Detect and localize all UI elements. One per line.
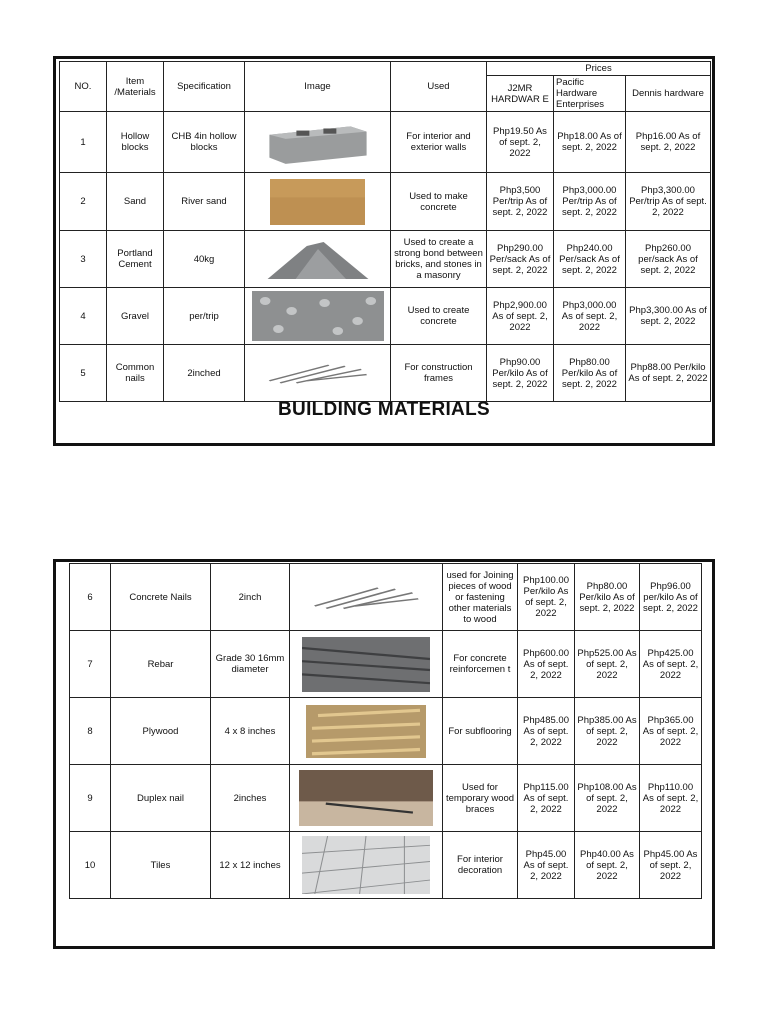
cell-price-dennis: Php260.00 per/sack As of sept. 2, 2022 bbox=[626, 231, 711, 288]
table-row bbox=[70, 564, 702, 631]
cell-item: Portland Cement bbox=[107, 231, 164, 288]
cell-item: Rebar bbox=[111, 631, 211, 698]
cell-used: For interior and exterior walls bbox=[391, 112, 487, 173]
header-prices: Prices bbox=[487, 62, 711, 76]
cell-used: used for Joining pieces of wood or fastening other materials to wood bbox=[443, 564, 518, 631]
cell-image bbox=[290, 631, 443, 698]
cell-price-j2mr: Php600.00 As of sept. 2, 2022 bbox=[518, 631, 575, 698]
header-store-pacific: Pacific Hardware Enterprises bbox=[554, 76, 626, 112]
header-item: Item /Materials bbox=[107, 62, 164, 112]
concrete-nails-image bbox=[292, 582, 440, 612]
cell-used: For construction frames bbox=[391, 345, 487, 402]
table-row bbox=[60, 288, 711, 345]
cell-image bbox=[245, 173, 391, 231]
cell-no: 2 bbox=[60, 173, 107, 231]
cell-spec: per/trip bbox=[164, 288, 245, 345]
cell-price-pacific: Php40.00 As of sept. 2, 2022 bbox=[575, 832, 640, 899]
sand-image bbox=[247, 179, 388, 225]
cell-no: 10 bbox=[70, 832, 111, 899]
table-row bbox=[60, 112, 711, 173]
cell-used: For concrete reinforcemen t bbox=[443, 631, 518, 698]
cell-price-dennis: Php96.00 per/kilo As of sept. 2, 2022 bbox=[640, 564, 702, 631]
cell-image bbox=[290, 698, 443, 765]
materials-table-1 bbox=[59, 61, 711, 402]
cell-price-dennis: Php425.00 As of sept. 2, 2022 bbox=[640, 631, 702, 698]
cell-spec: 40kg bbox=[164, 231, 245, 288]
cell-used: For interior decoration bbox=[443, 832, 518, 899]
cell-no: 1 bbox=[60, 112, 107, 173]
nails-image bbox=[247, 360, 388, 386]
cell-price-dennis: Php88.00 Per/kilo As of sept. 2, 2022 bbox=[626, 345, 711, 402]
header-image: Image bbox=[245, 62, 391, 112]
document-page-2 bbox=[53, 559, 715, 949]
cell-price-dennis: Php365.00 As of sept. 2, 2022 bbox=[640, 698, 702, 765]
cell-price-pacific: Php385.00 As of sept. 2, 2022 bbox=[575, 698, 640, 765]
cell-spec: 12 x 12 inches bbox=[211, 832, 290, 899]
cell-spec: River sand bbox=[164, 173, 245, 231]
document-page-1 bbox=[53, 56, 715, 446]
cell-price-j2mr: Php115.00 As of sept. 2, 2022 bbox=[518, 765, 575, 832]
cell-image bbox=[245, 231, 391, 288]
hollow-block-image bbox=[247, 116, 388, 168]
cell-price-j2mr: Php90.00 Per/kilo As of sept. 2, 2022 bbox=[487, 345, 554, 402]
cell-price-j2mr: Php2,900.00 As of sept. 2, 2022 bbox=[487, 288, 554, 345]
table-row bbox=[60, 345, 711, 402]
cell-price-dennis: Php16.00 As of sept. 2, 2022 bbox=[626, 112, 711, 173]
header-used: Used bbox=[391, 62, 487, 112]
cell-spec: 2inch bbox=[211, 564, 290, 631]
cell-price-pacific: Php108.00 As of sept. 2, 2022 bbox=[575, 765, 640, 832]
duplex-nail-image bbox=[292, 770, 440, 826]
gravel-image bbox=[247, 291, 388, 341]
cell-image bbox=[245, 112, 391, 173]
cell-price-dennis: Php3,300.00 As of sept. 2, 2022 bbox=[626, 288, 711, 345]
cell-price-j2mr: Php485.00 As of sept. 2, 2022 bbox=[518, 698, 575, 765]
cell-no: 9 bbox=[70, 765, 111, 832]
cell-item: Duplex nail bbox=[111, 765, 211, 832]
cell-spec: CHB 4in hollow blocks bbox=[164, 112, 245, 173]
plywood-image bbox=[292, 705, 440, 758]
cell-item: Tiles bbox=[111, 832, 211, 899]
table-row bbox=[60, 173, 711, 231]
cell-price-dennis: Php45.00 As of sept. 2, 2022 bbox=[640, 832, 702, 899]
cell-price-pacific: Php525.00 As of sept. 2, 2022 bbox=[575, 631, 640, 698]
table-row bbox=[70, 698, 702, 765]
cell-price-pacific: Php240.00 Per/sack As of sept. 2, 2022 bbox=[554, 231, 626, 288]
cell-no: 6 bbox=[70, 564, 111, 631]
cement-image bbox=[247, 234, 388, 284]
cell-spec: 2inched bbox=[164, 345, 245, 402]
cell-price-j2mr: Php45.00 As of sept. 2, 2022 bbox=[518, 832, 575, 899]
cell-price-j2mr: Php19.50 As of sept. 2, 2022 bbox=[487, 112, 554, 173]
cell-spec: Grade 30 16mm diameter bbox=[211, 631, 290, 698]
cell-price-j2mr: Php100.00 Per/kilo As of sept. 2, 2022 bbox=[518, 564, 575, 631]
cell-used: Used to make concrete bbox=[391, 173, 487, 231]
cell-item: Gravel bbox=[107, 288, 164, 345]
cell-spec: 4 x 8 inches bbox=[211, 698, 290, 765]
cell-item: Hollow blocks bbox=[107, 112, 164, 173]
cell-no: 3 bbox=[60, 231, 107, 288]
cell-used: Used for temporary wood braces bbox=[443, 765, 518, 832]
rebar-image bbox=[292, 637, 440, 692]
table-row bbox=[70, 631, 702, 698]
cell-no: 5 bbox=[60, 345, 107, 402]
header-store-j2mr: J2MR HARDWAR E bbox=[487, 76, 554, 112]
cell-price-pacific: Php18.00 As of sept. 2, 2022 bbox=[554, 112, 626, 173]
cell-price-dennis: Php3,300.00 Per/trip As of sept. 2, 2022 bbox=[626, 173, 711, 231]
cell-price-j2mr: Php290.00 Per/sack As of sept. 2, 2022 bbox=[487, 231, 554, 288]
cell-price-pacific: Php80.00 Per/kilo As of sept. 2, 2022 bbox=[575, 564, 640, 631]
cell-spec: 2inches bbox=[211, 765, 290, 832]
header-store-dennis: Dennis hardware bbox=[626, 76, 711, 112]
cell-price-j2mr: Php3,500 Per/trip As of sept. 2, 2022 bbox=[487, 173, 554, 231]
cell-image bbox=[290, 564, 443, 631]
cell-no: 8 bbox=[70, 698, 111, 765]
cell-price-pacific: Php3,000.00 Per/trip As of sept. 2, 2022 bbox=[554, 173, 626, 231]
cell-image bbox=[290, 832, 443, 899]
materials-table-2 bbox=[69, 563, 702, 899]
cell-item: Sand bbox=[107, 173, 164, 231]
table-row bbox=[70, 832, 702, 899]
cell-item: Concrete Nails bbox=[111, 564, 211, 631]
cell-image bbox=[245, 288, 391, 345]
header-no: NO. bbox=[60, 62, 107, 112]
cell-price-dennis: Php110.00 As of sept. 2, 2022 bbox=[640, 765, 702, 832]
cell-used: Used to create concrete bbox=[391, 288, 487, 345]
cell-used: For subflooring bbox=[443, 698, 518, 765]
cell-item: Plywood bbox=[111, 698, 211, 765]
cell-no: 4 bbox=[60, 288, 107, 345]
header-spec: Specification bbox=[164, 62, 245, 112]
table-row bbox=[70, 765, 702, 832]
tiles-image bbox=[292, 836, 440, 894]
cell-item: Common nails bbox=[107, 345, 164, 402]
cell-price-pacific: Php80.00 Per/kilo As of sept. 2, 2022 bbox=[554, 345, 626, 402]
document-title: BUILDING MATERIALS bbox=[278, 399, 490, 420]
cell-used: Used to create a strong bond between bricks, and stones in a masonry bbox=[391, 231, 487, 288]
table-row bbox=[60, 231, 711, 288]
cell-no: 7 bbox=[70, 631, 111, 698]
cell-image bbox=[245, 345, 391, 402]
cell-price-pacific: Php3,000.00 As of sept. 2, 2022 bbox=[554, 288, 626, 345]
cell-image bbox=[290, 765, 443, 832]
